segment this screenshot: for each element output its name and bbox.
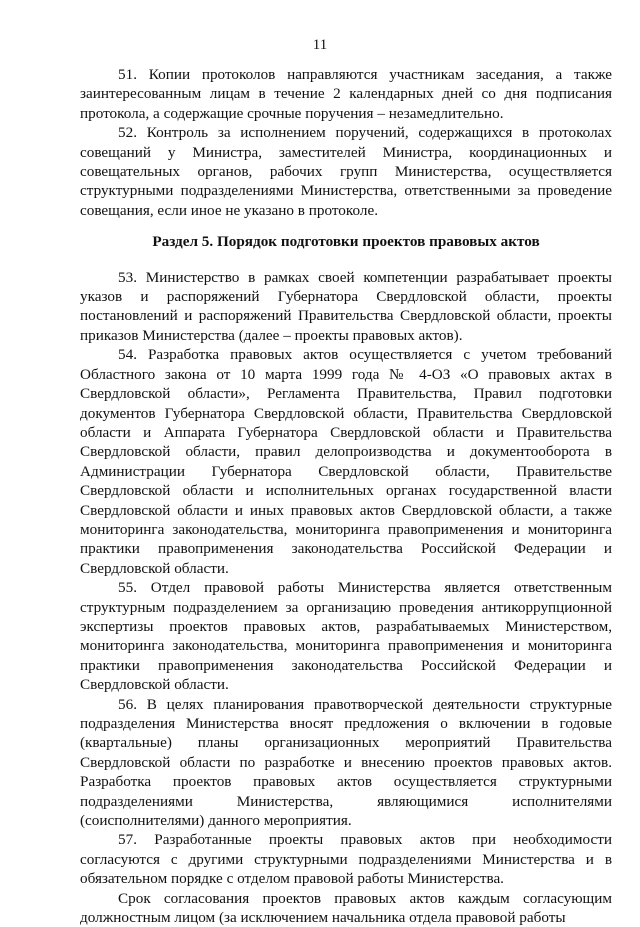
paragraph-54: 54. Разработка правовых актов осуществляется с учетом требований Областного закона от 10 марта 1999 года № 4-ОЗ «О правовых актах в Свердловской области», Регламента Правительства, Правил подготовки документов Губернатора Свердловской области, Правительства Свердловской области и Аппарата Губернатора Свердловской области и Правительства Свердловской области, правил делопроизводства и документооборота в Администрации Губернатора Свердловской области, Правительстве Свердловской области и исполнительных органах государственной власти Свердловской области и иных правовых актов Свердловской области, а также мониторинга законодательства, мониторинга правоприменения и мониторинга практики правоприменения законодательства Российской Федерации и Свердловской области.: [80, 346, 612, 577]
paragraph-55: 55. Отдел правовой работы Министерства является ответственным структурным подразделением за организацию проведения антикоррупционной экспертизы проектов правовых актов, разрабатываемых Министерством, мониторинга законодательства, мониторинга правоприменения и мониторинга практики правоприменения законодательства Российской Федерации и Свердловской области.: [80, 579, 612, 694]
paragraph-56: 56. В целях планирования правотворческой деятельности структурные подразделения Министерства вносят предложения о включении в годовые (квартальные) планы организационных мероприятий Правительства Свердловской области по разработке и внесению проектов правовых актов. Разработка проектов правовых актов осуществляется структурными подразделениями Министерства, являющимися исполнителями (соисполнителями) данного мероприятия.: [80, 695, 612, 830]
paragraph-53: 53. Министерство в рамках своей компетенции разрабатывает проекты указов и распоряжений Губернатора Свердловской области, проекты постановлений и распоряжений Правительства Свердловской области, проекты приказов Министерства (далее – проекты правовых актов).: [80, 268, 612, 344]
document-body: [80, 65, 612, 927]
section-title: Раздел 5. Порядок подготовки проектов правовых актов: [152, 233, 540, 251]
paragraph-51: 51. Копии протоколов направляются участникам заседания, а также заинтересованным лицам в течение 2 календарных дней со дня подписания протокола, а содержащие срочные поручения – незамедлительно.: [80, 66, 612, 122]
paragraph-57: 57. Разработанные проекты правовых актов при необходимости согласуются с другими структурными подразделениями Министерства и в обязательном порядке с отделом правовой работы Министерства.: [80, 831, 612, 888]
paragraph-approval-term: Срок согласования проектов правовых актов каждым согласующим должностным лицом (за исключением начальника отдела правовой работы: [80, 889, 612, 927]
page-number: 11: [312, 37, 328, 53]
paragraph-52: 52. Контроль за исполнением поручений, содержащихся в протоколах совещаний у Министра, заместителей Министра, координационных и совещательных органов, рабочих групп Министерства, осуществляется структурными подразделениями Министерства, ответственными за проведение совещания, если иное не указано в протоколе.: [80, 124, 612, 219]
